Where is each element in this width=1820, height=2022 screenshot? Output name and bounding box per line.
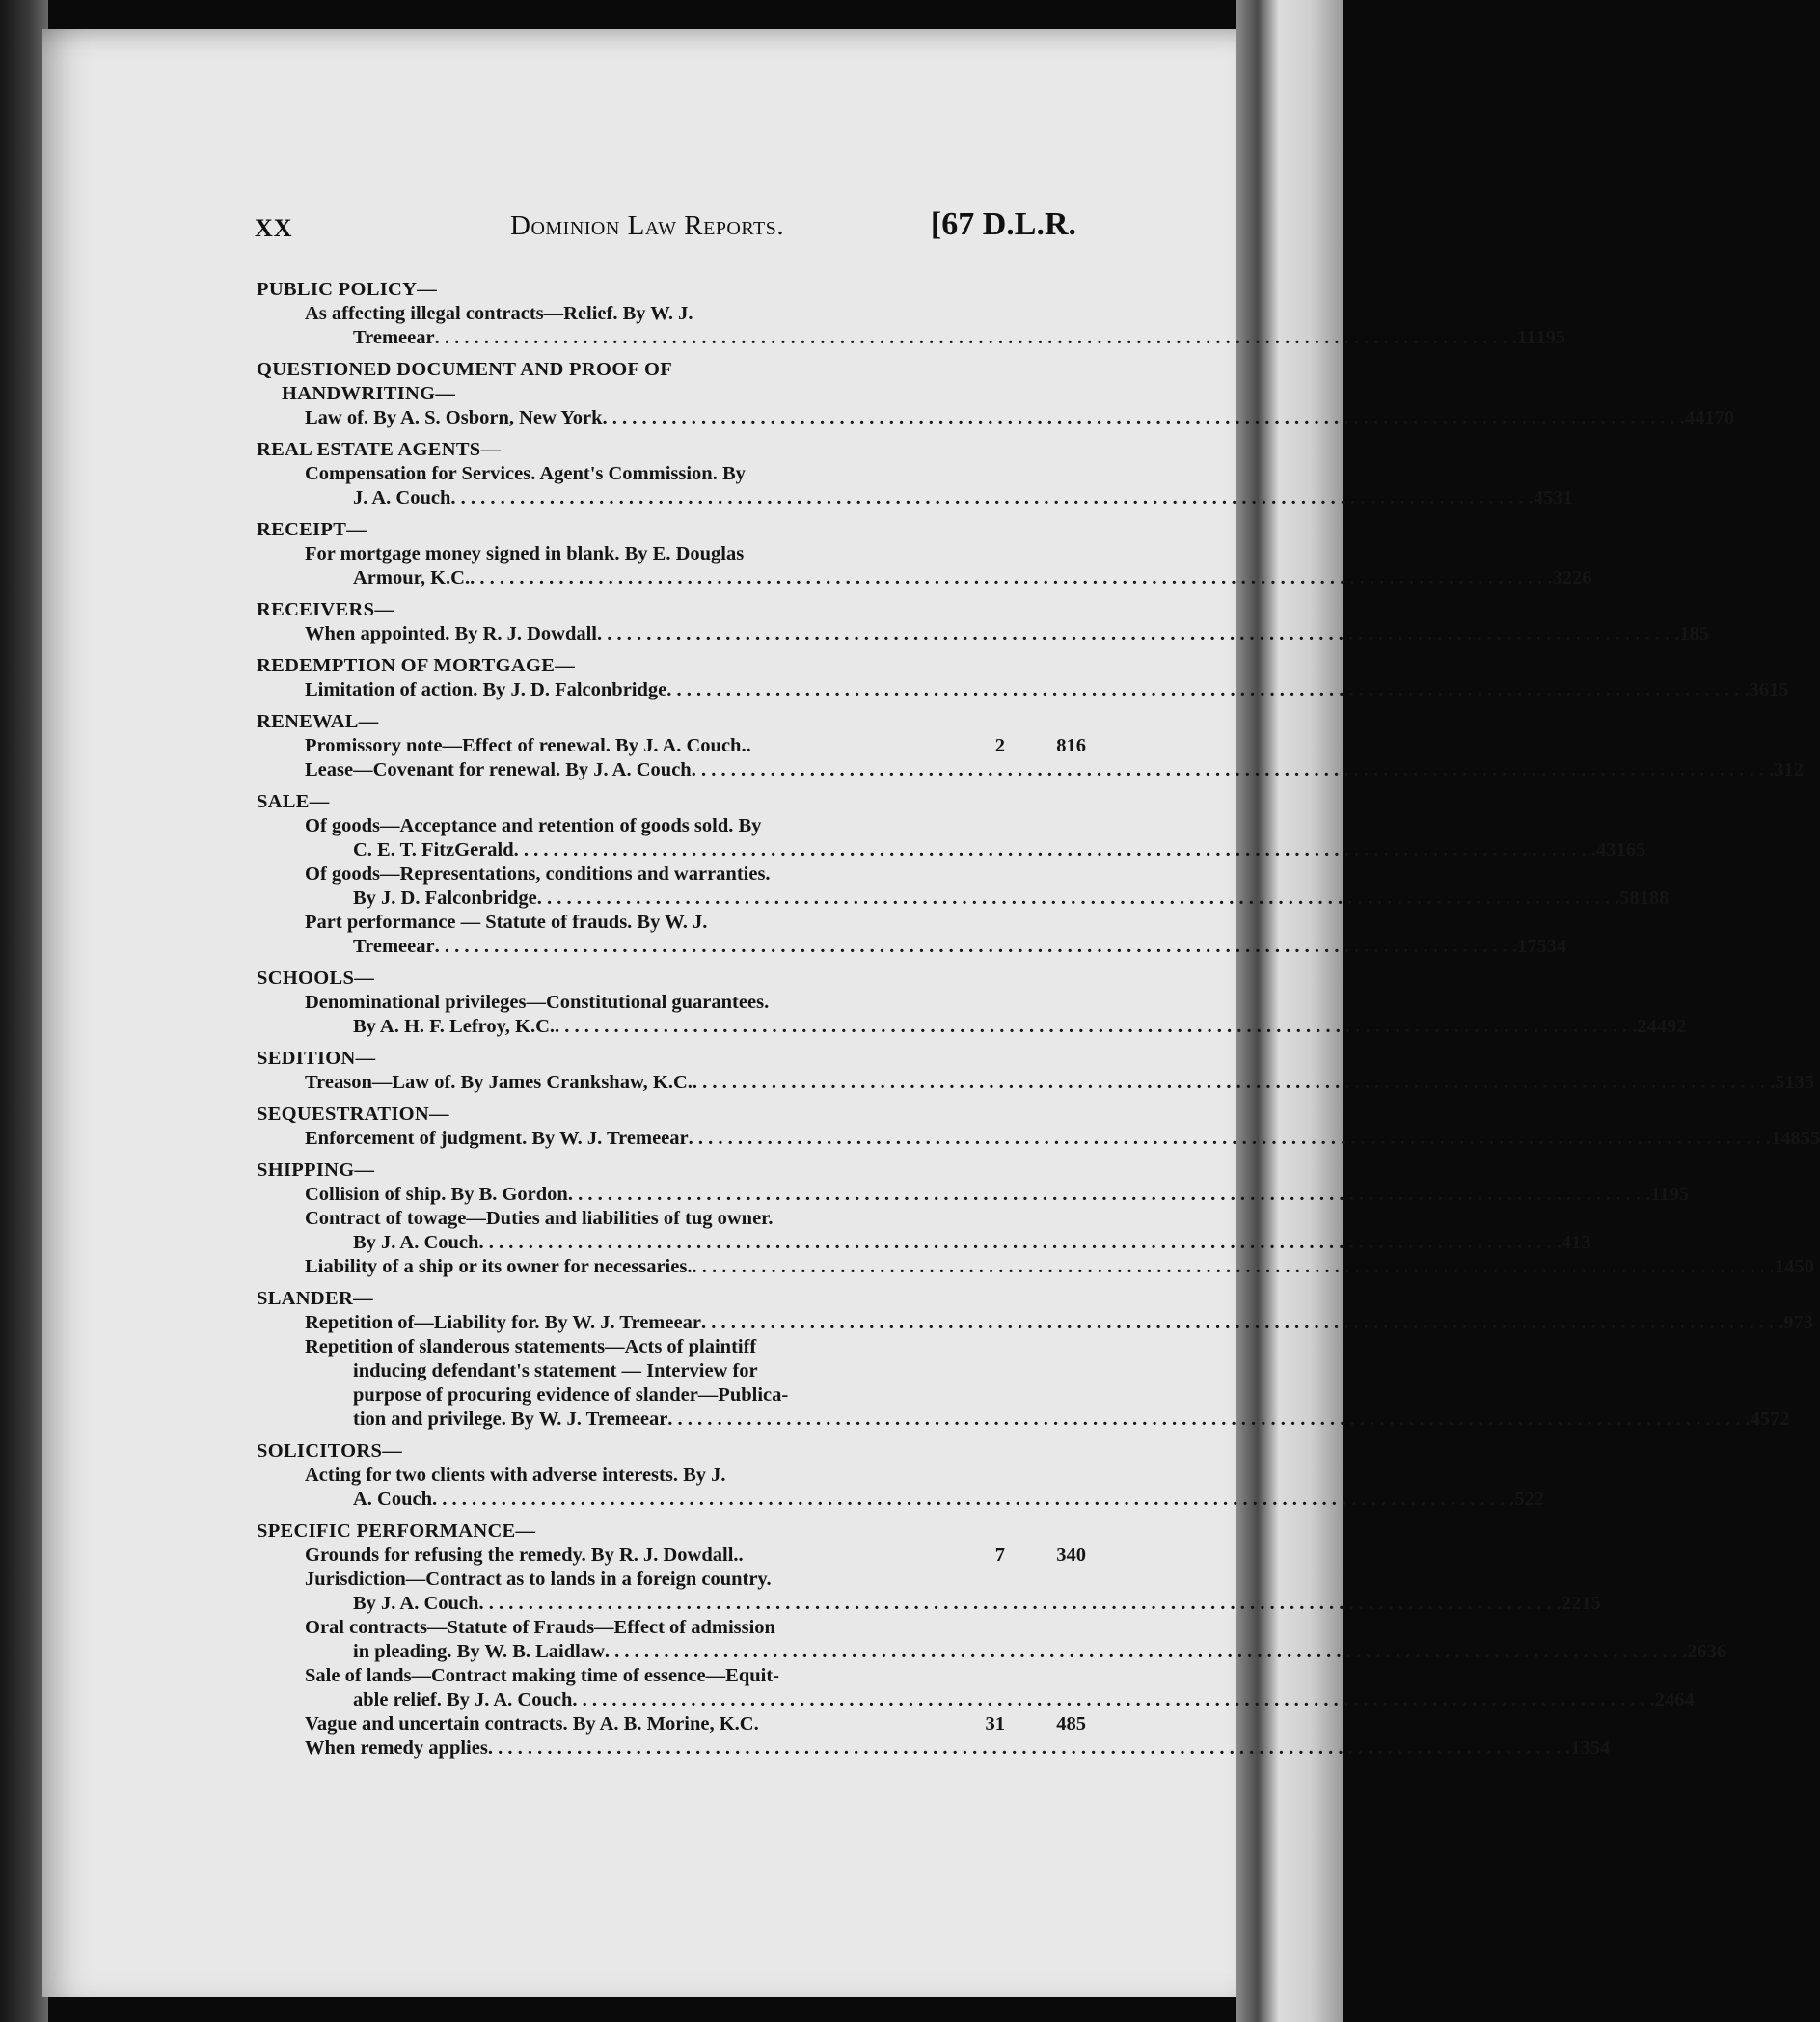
index-entry bbox=[257, 1255, 1814, 1279]
section-heading: RENEWAL— bbox=[257, 711, 379, 732]
section-heading: SHIPPING— bbox=[257, 1160, 375, 1181]
dot-leader bbox=[701, 1311, 1783, 1335]
section-heading: RECEIVERS— bbox=[257, 599, 395, 620]
page-reference: 165 bbox=[1616, 839, 1646, 861]
entry-text: inducing defendant's statement — Interview for bbox=[353, 1360, 758, 1381]
index-entry bbox=[257, 1712, 1086, 1736]
index-entry bbox=[257, 911, 1567, 959]
page-reference: 15 bbox=[1769, 679, 1789, 700]
volume-number: 24 bbox=[1637, 1016, 1657, 1037]
index-entry bbox=[257, 991, 1687, 1039]
section-heading: REAL ESTATE AGENTS— bbox=[257, 439, 502, 460]
entry-text: By J. A. Couch bbox=[353, 1232, 479, 1253]
section-heading: REDEMPTION OF MORTGAGE— bbox=[257, 655, 576, 676]
page-reference: 215 bbox=[1571, 1593, 1601, 1614]
page-reference: 855 bbox=[1790, 1128, 1820, 1149]
dot-leader bbox=[602, 406, 1684, 430]
page-reference: 195 bbox=[1535, 327, 1566, 348]
index-section bbox=[257, 1519, 1727, 1761]
entry-text: When remedy applies bbox=[305, 1737, 488, 1759]
entry-text: tion and privilege. By W. J. Tremeear bbox=[353, 1408, 668, 1430]
page-header bbox=[255, 206, 1076, 249]
index-listing bbox=[257, 278, 1820, 1768]
entry-text: Compensation for Services. Agent's Commission. By bbox=[305, 463, 746, 484]
volume-number: 14 bbox=[1771, 1128, 1791, 1149]
entry-text: Sale of lands—Contract making time of essence—Equit- bbox=[305, 1665, 779, 1686]
volume-number: 5 bbox=[1514, 1489, 1525, 1510]
index-entry bbox=[257, 862, 1670, 911]
entry-text: For mortgage money signed in blank. By E. Douglas bbox=[305, 543, 745, 564]
page-reference: 188 bbox=[1639, 888, 1670, 909]
index-entry bbox=[257, 758, 1804, 782]
volume-number: 3 bbox=[1774, 759, 1784, 780]
entry-text: Armour, K.C. bbox=[353, 567, 471, 588]
dot-leader bbox=[478, 1231, 1561, 1255]
section-heading: HANDWRITING— bbox=[282, 383, 456, 404]
dot-leader bbox=[692, 758, 1774, 782]
index-section bbox=[257, 1159, 1814, 1279]
dot-leader bbox=[605, 1640, 1687, 1664]
page-reference: 35 bbox=[1794, 1072, 1815, 1093]
index-section bbox=[257, 598, 1710, 646]
entry-text: By J. D. Falconbridge bbox=[353, 888, 537, 909]
volume-number: 2 bbox=[1687, 1641, 1698, 1662]
entry-text: Lease—Covenant for renewal. By J. A. Couch bbox=[305, 759, 692, 780]
entry-text: Repetition of slanderous statements—Acts of plaintiff bbox=[305, 1336, 757, 1357]
entry-text: When appointed. By R. J. Dowdall bbox=[305, 623, 598, 644]
volume-number: 58 bbox=[1619, 888, 1640, 909]
volume-number: 4 bbox=[1533, 487, 1544, 508]
dot-leader bbox=[435, 326, 1517, 350]
volume-number: 4 bbox=[1561, 1232, 1572, 1253]
dot-leader bbox=[692, 1255, 1774, 1279]
entry-text: Part performance — Statute of frauds. By W. J. bbox=[305, 912, 708, 933]
index-entry bbox=[257, 1335, 1790, 1432]
index-section bbox=[257, 1287, 1814, 1432]
index-section bbox=[257, 654, 1789, 702]
dot-leader bbox=[597, 622, 1679, 646]
section-heading: QUESTIONED DOCUMENT AND PROOF OF bbox=[257, 359, 673, 380]
entry-text: C. E. T. FitzGerald bbox=[353, 839, 514, 861]
volume-number: 18 bbox=[1679, 623, 1699, 644]
dot-leader bbox=[568, 1183, 1650, 1207]
page-reference: 534 bbox=[1536, 936, 1567, 957]
entry-text: Treason—Law of. By James Crankshaw, K.C. bbox=[305, 1072, 693, 1093]
index-section bbox=[257, 1047, 1815, 1095]
section-heading: SEDITION— bbox=[257, 1048, 376, 1069]
page-reference: 73 bbox=[1793, 1312, 1814, 1333]
entry-text: Tremeear bbox=[353, 327, 435, 348]
dot-leader bbox=[450, 486, 1533, 510]
volume-number: 17 bbox=[1516, 936, 1537, 957]
entry-text: Of goods—Representations, conditions and warranties. bbox=[305, 863, 771, 885]
index-section bbox=[257, 358, 1735, 430]
page-reference: 5 bbox=[1698, 623, 1710, 644]
entry-text: Collision of ship. By B. Gordon bbox=[305, 1184, 568, 1205]
index-entry bbox=[257, 1664, 1695, 1712]
page-reference: 572 bbox=[1759, 1408, 1790, 1430]
entry-text: Grounds for refusing the remedy. By R. J. Dowdall.. bbox=[305, 1544, 744, 1566]
index-entry bbox=[257, 1544, 1086, 1568]
scan-edge-left bbox=[0, 0, 48, 2022]
entry-text: A. Couch bbox=[353, 1489, 433, 1510]
index-entry bbox=[257, 622, 1710, 646]
volume-number: 9 bbox=[1783, 1312, 1794, 1333]
index-entry bbox=[257, 1616, 1727, 1664]
entry-text: Acting for two clients with adverse interests. By J. bbox=[305, 1464, 726, 1486]
index-entry bbox=[257, 1463, 1545, 1512]
volume-number: 31 bbox=[985, 1713, 1005, 1735]
entry-text: Denominational privileges—Constitutional guarantees. bbox=[305, 992, 770, 1013]
volume-number: 32 bbox=[1552, 567, 1572, 588]
page-reference: 13 bbox=[1571, 1232, 1591, 1253]
entry-text: J. A. Couch bbox=[353, 487, 451, 508]
dot-leader bbox=[470, 566, 1552, 590]
page-number: XX bbox=[255, 214, 293, 242]
entry-text: Repetition of—Liability for. By W. J. Tremeear bbox=[305, 1312, 701, 1333]
entry-text: Promissory note—Effect of renewal. By J. A. Couch.. bbox=[305, 735, 751, 756]
entry-text: Tremeear bbox=[353, 936, 435, 957]
page-reference: 492 bbox=[1656, 1016, 1687, 1037]
page-reference: 450 bbox=[1784, 1256, 1814, 1277]
volume-reference: [67 D.L.R. bbox=[930, 206, 1076, 242]
dot-leader bbox=[435, 935, 1517, 959]
entry-text: purpose of procuring evidence of slander—Publica- bbox=[353, 1384, 789, 1406]
entry-text: Liability of a ship or its owner for necessaries. bbox=[305, 1256, 693, 1277]
page-reference: 485 bbox=[1056, 1713, 1086, 1735]
dot-leader bbox=[572, 1688, 1654, 1712]
page-reference: 354 bbox=[1580, 1737, 1611, 1759]
page-reference: 816 bbox=[1056, 735, 1086, 756]
section-heading: SALE— bbox=[257, 791, 330, 812]
dot-leader bbox=[478, 1592, 1561, 1616]
volume-number: 2 bbox=[1654, 1689, 1666, 1710]
volume-number: 1 bbox=[1570, 1737, 1581, 1759]
entry-text: Of goods—Acceptance and retention of goods sold. By bbox=[305, 815, 762, 836]
index-entry bbox=[257, 1183, 1690, 1207]
section-heading: SOLICITORS— bbox=[257, 1440, 403, 1462]
index-entry bbox=[257, 1568, 1601, 1616]
index-entry bbox=[257, 814, 1646, 862]
index-section bbox=[257, 278, 1566, 350]
volume-number: 1 bbox=[1774, 1256, 1785, 1277]
volume-number: 11 bbox=[1650, 1184, 1670, 1205]
dot-leader bbox=[667, 1407, 1750, 1432]
volume-number: 36 bbox=[1749, 679, 1770, 700]
index-entry bbox=[257, 542, 1592, 590]
volume-number: 7 bbox=[994, 1544, 1005, 1566]
dot-leader bbox=[488, 1736, 1570, 1761]
dot-leader bbox=[514, 838, 1596, 862]
section-heading: RECEIPT— bbox=[257, 519, 367, 540]
section-heading: SPECIFIC PERFORMANCE— bbox=[257, 1520, 536, 1542]
volume-number: 2 bbox=[994, 735, 1005, 756]
dot-leader bbox=[666, 678, 1749, 702]
volume-number: 4 bbox=[1750, 1408, 1760, 1430]
index-section bbox=[257, 518, 1592, 590]
page-reference: 22 bbox=[1524, 1489, 1545, 1510]
page-reference: 464 bbox=[1665, 1689, 1695, 1710]
index-entry bbox=[257, 1736, 1611, 1761]
index-entry bbox=[257, 302, 1566, 350]
page-reference: 12 bbox=[1783, 759, 1804, 780]
page-reference: 95 bbox=[1669, 1184, 1690, 1205]
entry-text: By J. A. Couch bbox=[353, 1593, 479, 1614]
page-reference: 636 bbox=[1697, 1641, 1727, 1662]
index-entry bbox=[257, 1071, 1815, 1095]
page-reference: 531 bbox=[1543, 487, 1573, 508]
section-heading: SCHOOLS— bbox=[257, 968, 375, 989]
index-section bbox=[257, 1439, 1545, 1512]
index-entry bbox=[257, 462, 1573, 510]
page-reference: 26 bbox=[1571, 567, 1592, 588]
dot-leader bbox=[432, 1488, 1514, 1512]
entry-text: Vague and uncertain contracts. By A. B. Morine, K.C. bbox=[305, 1713, 759, 1735]
dot-leader bbox=[689, 1127, 1771, 1151]
page-reference: 340 bbox=[1056, 1544, 1086, 1566]
entry-text: Oral contracts—Statute of Frauds—Effect of admission bbox=[305, 1617, 775, 1638]
running-title: Dominion Law Reports. bbox=[510, 210, 785, 241]
volume-number: 11 bbox=[1516, 327, 1536, 348]
volume-number: 2 bbox=[1561, 1593, 1572, 1614]
index-entry bbox=[257, 1207, 1591, 1255]
index-section bbox=[257, 1103, 1820, 1151]
entry-text: Law of. By A. S. Osborn, New York bbox=[305, 407, 603, 428]
index-section bbox=[257, 710, 1804, 782]
index-section bbox=[257, 438, 1573, 510]
index-entry bbox=[257, 1127, 1820, 1151]
entry-text: Limitation of action. By J. D. Falconbridge bbox=[305, 679, 667, 700]
index-entry bbox=[257, 406, 1735, 430]
entry-text: By A. H. F. Lefroy, K.C. bbox=[353, 1016, 556, 1037]
page-reference: 170 bbox=[1704, 407, 1735, 428]
volume-number: 51 bbox=[1775, 1072, 1795, 1093]
index-section bbox=[257, 967, 1687, 1039]
index-section bbox=[257, 790, 1670, 959]
index-entry bbox=[257, 734, 1086, 758]
section-heading: PUBLIC POLICY— bbox=[257, 279, 438, 300]
entry-text: Jurisdiction—Contract as to lands in a foreign country. bbox=[305, 1569, 772, 1590]
index-entry bbox=[257, 678, 1789, 702]
section-heading: SEQUESTRATION— bbox=[257, 1104, 449, 1125]
entry-text: able relief. By J. A. Couch bbox=[353, 1689, 573, 1710]
dot-leader bbox=[693, 1071, 1775, 1095]
entry-text: Enforcement of judgment. By W. J. Tremeear bbox=[305, 1128, 689, 1149]
section-heading: SLANDER— bbox=[257, 1288, 373, 1309]
volume-number: 44 bbox=[1684, 407, 1705, 428]
dot-leader bbox=[555, 1015, 1637, 1039]
dot-leader bbox=[537, 887, 1619, 911]
entry-text: in pleading. By W. B. Laidlaw bbox=[353, 1641, 605, 1662]
entry-text: Contract of towage—Duties and liabilities of tug owner. bbox=[305, 1208, 774, 1229]
volume-number: 43 bbox=[1596, 839, 1616, 861]
entry-text: As affecting illegal contracts—Relief. By W. J. bbox=[305, 303, 693, 324]
index-entry bbox=[257, 1311, 1814, 1335]
